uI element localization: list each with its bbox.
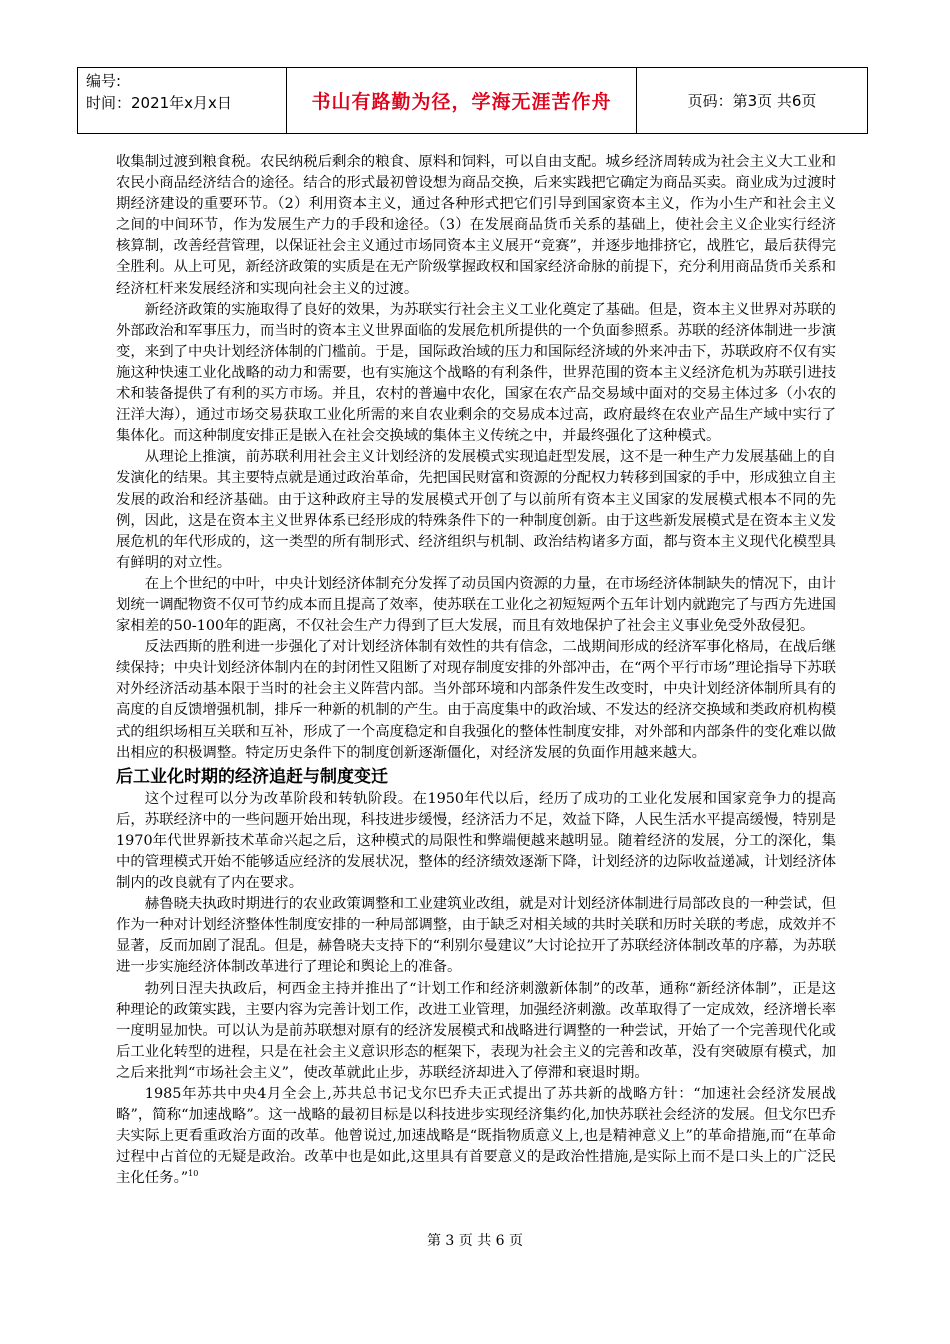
paragraph-with-footnote xyxy=(116,1084,836,1189)
header-motto: 书山有路勤为径，学海无涯苦作舟 xyxy=(287,68,637,133)
document-body xyxy=(116,152,836,1190)
paragraph: 新经济政策的实施取得了良好的效果，为苏联实行社会主义工业化奠定了基础。但是，资本主义世界对苏联的外部政治和军事压力，而当时的资本主义世界面临的发展危机所提供的一个负面参照系。苏联的经济体制进一步演变，来到了中央计划经济体制的门槛前。于是，国际政治域的压力和国际经济域的外来冲击下，苏联政府不仅有实施这种快速工业化战略的动力和需要，也有实施这个战略的有利条件，世界范围的资本主义经济危机为苏联引进技术和装备提供了有利的买方市场。并且，农村的普遍中农化，国家在农产品交易域中面对的交易主体过多（小农的汪洋大海），通过市场交易获取工业化所需的来自农业剩余的交易成本过高，政府最终在农业产品生产域中实行了集体化。而这种制度安排正是嵌入在社会交换域的集体主义传统之中，并最终强化了这种模式。 xyxy=(116,301,836,445)
header-meta xyxy=(78,68,287,133)
page-footer: 第 3 页 共 6 页 xyxy=(426,1233,524,1249)
section-title: 后工业化时期的经济追赶与制度变迁 xyxy=(116,766,388,787)
paragraph-text: 1985年苏共中央4月全会上,苏共总书记戈尔巴乔夫正式提出了苏共新的战略方针：“加速社会经济发展战略”，简称“加速战略”。这一战略的最初目标是以科技进步实现经济集约化,加快苏联社会经济的发展。但戈尔巴乔夫实际上更看重政治方面的改革。他曾说过,加速战略是“既指物质意义上,也是精神意义上”的革命措施,而“在革命过程中占首位的无疑是政治。改革中也是如此,这里具有首要意义的是政治性措施,是实际上而不是口头上的广泛民主化任务。” xyxy=(116,1086,836,1187)
paragraph: 赫鲁晓夫执政时期进行的农业政策调整和工业建筑业改组，就是对计划经济体制进行局部改良的一种尝试，但作为一种对计划经济整体性制度安排的一种局部调整，由于缺乏对相关域的共时关联和历时关联的考虑，成效并不显著，反而加剧了混乱。但是，赫鲁晓夫支持下的“利别尔曼建议”大讨论拉开了苏联经济体制改革的序幕，为苏联进一步实施经济体制改革进行了理论和舆论上的准备。 xyxy=(116,896,836,976)
paragraph: 勃列日涅夫执政后，柯西金主持并推出了“计划工作和经济刺激新体制”的改革，通称“新经济体制”，正是这种理论的政策实践，主要内容为完善计划工作，改进工业管理，加强经济刺激。改革取得了一定成效，经济增长率一度明显加快。可以认为是前苏联想对原有的经济发展模式和战略进行调整的一种尝试，开始了一个完善现代化或后工业化转型的进程，只是在社会主义意识形态的框架下，表现为社会主义的完善和改革，没有突破原有模式，加之后来批判“市场社会主义”，使改革就此止步，苏联经济却进入了停滞和衰退时期。 xyxy=(116,980,836,1081)
paragraph: 收集制过渡到粮食税。农民纳税后剩余的粮食、原料和饲料，可以自由支配。城乡经济周转成为社会主义大工业和农民小商品经济结合的途径。结合的形式最初曾设想为商品交换，后来实践把它确定为商品买卖。商业成为过渡时期经济建设的重要环节。（2）利用资本主义，通过各种形式把它们引导到国家资本主义，作为小生产和社会主义之间的中间环节，作为发展生产力的手段和途径。（3）在发展商品货币关系的基础上，使社会主义企业实行经济核算制，改善经营管理，以保证社会主义通过市场同资本主义展开“竞赛”，并逐步地排挤它，战胜它，最后获得完全胜利。从上可见，新经济政策的实质是在无产阶级掌握政权和国家经济命脉的前提下，充分利用商品货币关系和经济杠杆来发展经济和实现向社会主义的过渡。 xyxy=(116,154,836,297)
paragraph: 在上个世纪的中叶，中央计划经济体制充分发挥了动员国内资源的力量，在市场经济体制缺失的情况下，由计划统一调配物资不仅可节约成本而且提高了效率，使苏联在工业化之初短短两个五年计划内就跑完了与西方先进国家相差的50-100年的距离，不仅社会生产力得到了巨大发展，而且有效地保护了社会主义事业免受外敌侵犯。 xyxy=(116,575,836,635)
paragraph: 这个过程可以分为改革阶段和转轨阶段。在1950年代以后，经历了成功的工业化发展和国家竞争力的提高后，苏联经济中的一些问题开始出现，科技进步缓慢，经济活力不足，效益下降，人民生活水平提高缓慢，特别是1970年代世界新技术革命兴起之后，这种模式的局限性和弊端便越来越明显。随着经济的发展，分工的深化，集中的管理模式开始不能够适应经济的发展状况，整体的经济绩效逐渐下降，计划经济的边际收益递减，计划经济体制内的改良就有了内在要求。 xyxy=(116,790,836,892)
footnote-ref[interactable]: 10 xyxy=(188,1169,199,1179)
date-label: 时间：2021年x月x日 xyxy=(86,94,232,112)
page-header xyxy=(77,67,868,134)
header-page-number: 页码：第3页 共6页 xyxy=(687,92,817,110)
serial-label: 编号: xyxy=(86,72,122,90)
paragraph: 反法西斯的胜利进一步强化了对计划经济体制有效性的共有信念，二战期间形成的经济军事化格局，在战后继续保持；中央计划经济体制内在的封闭性又阻断了对现存制度安排的外部冲击，在“两个平行市场”理论指导下苏联对外经济活动基本限于当时的社会主义阵营内部。当外部环境和内部条件发生改变时，中央计划经济体制所具有的高度的自反馈增强机制，排斥一种新的机制的产生。由于高度集中的政治域、不发达的经济交换域和类政府机构模式的组织场相互关联和互补，形成了一个高度稳定和自我强化的整体性制度安排，对外部和内部条件的变化难以做出相应的积极调整。特定历史条件下的制度创新逐渐僵化，对经济发展的负面作用越来越大。 xyxy=(116,639,836,761)
paragraph: 从理论上推演，前苏联利用社会主义计划经济的发展模式实现追赶型发展，这不是一种生产力发展基础上的自发演化的结果。其主要特点就是通过政治革命，先把国民财富和资源的分配权力转移到国家的手中，形成独立自主发展的政治和经济基础。由于这种政府主导的发展模式开创了与以前所有资本主义国家的发展模式根本不同的先例，因此，这是在资本主义世界体系已经形成的特殊条件下的一种制度创新。由于这些新发展模式是在资本主义发展危机的年代形成的，这一类型的所有制形式、经济组织与机制、政治结构诸多方面，都与资本主义现代化模型具有鲜明的对立性。 xyxy=(116,449,836,571)
